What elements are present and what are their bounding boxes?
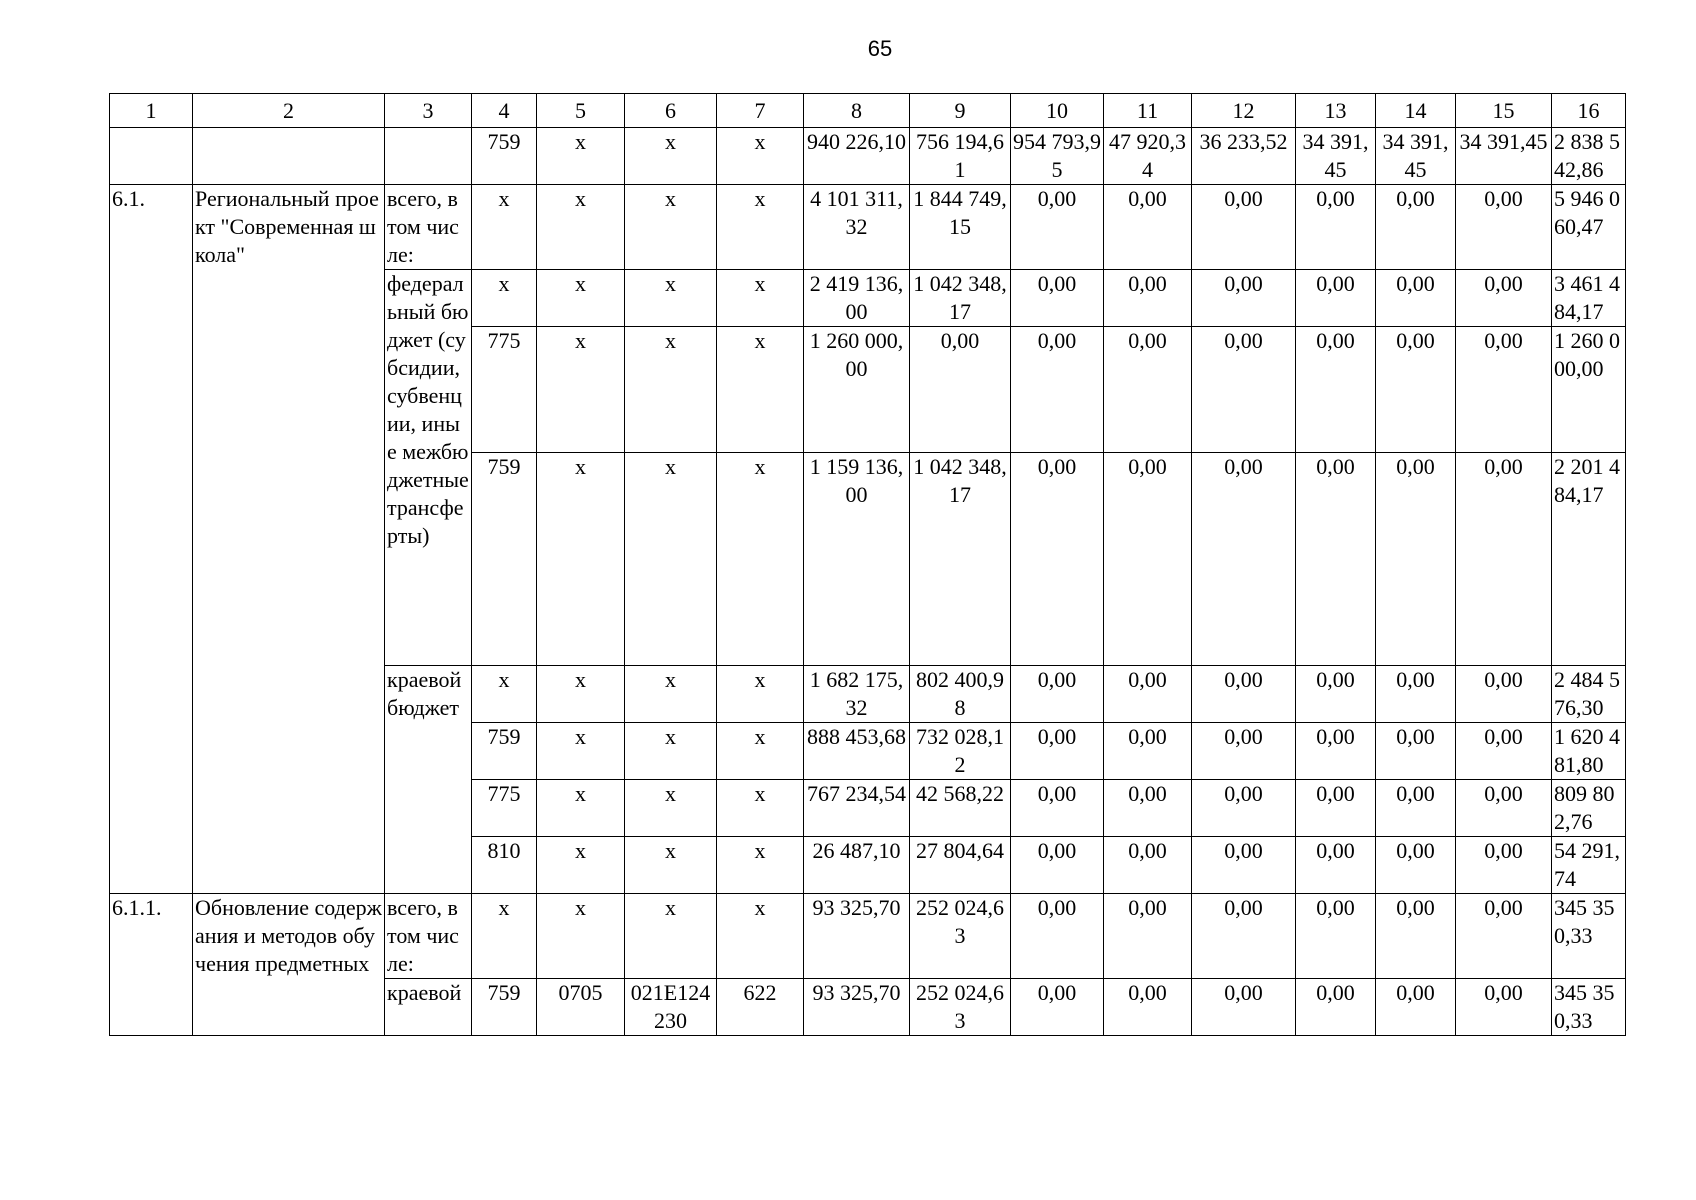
table-cell: 0,00	[1011, 780, 1104, 837]
table-cell: 0,00	[1456, 666, 1552, 723]
table-cell: 1 159 136,00	[804, 453, 910, 666]
table-cell: х	[537, 270, 625, 327]
table-cell: х	[625, 666, 717, 723]
table-cell: 34 391,45	[1456, 128, 1552, 185]
table-cell: 47 920,34	[1104, 128, 1192, 185]
budget-table	[109, 93, 1626, 1036]
table-cell	[193, 128, 385, 185]
table-cell: 0,00	[1011, 666, 1104, 723]
table-cell: х	[717, 185, 804, 270]
table-cell: х	[625, 327, 717, 453]
table-cell: 0,00	[1456, 837, 1552, 894]
table-cell: 756 194,61	[910, 128, 1011, 185]
table-cell: х	[625, 128, 717, 185]
table-cell: х	[537, 327, 625, 453]
table-cell: 0,00	[1376, 185, 1456, 270]
table-cell: х	[472, 270, 537, 327]
table-cell: 252 024,63	[910, 894, 1011, 979]
header-cell: 13	[1296, 94, 1376, 128]
table-cell: 36 233,52	[1192, 128, 1296, 185]
table-cell: 1 260 000,00	[1552, 327, 1626, 453]
table-cell: 0,00	[1296, 453, 1376, 666]
table-cell: 0,00	[1376, 270, 1456, 327]
header-cell: 14	[1376, 94, 1456, 128]
table-cell: 34 391,45	[1296, 128, 1376, 185]
funding-source-cell: краевой бюджет	[385, 666, 472, 894]
row-number-cell: 6.1.	[110, 185, 193, 894]
header-cell: 10	[1011, 94, 1104, 128]
table-cell: 0,00	[1376, 837, 1456, 894]
table-row	[110, 128, 1626, 185]
table-cell: 0,00	[1296, 780, 1376, 837]
table-cell: 1 844 749,15	[910, 185, 1011, 270]
table-cell: 0,00	[1456, 270, 1552, 327]
table-cell: 0,00	[1376, 453, 1456, 666]
header-cell: 5	[537, 94, 625, 128]
table-cell: х	[537, 780, 625, 837]
table-cell: 802 400,98	[910, 666, 1011, 723]
table-cell: 0,00	[1456, 185, 1552, 270]
table-cell: краевой	[385, 979, 472, 1036]
table-cell: 0,00	[1104, 270, 1192, 327]
table-cell: 0,00	[910, 327, 1011, 453]
table-cell: х	[717, 894, 804, 979]
table-cell: 345 350,33	[1552, 979, 1626, 1036]
table-cell: 0,00	[1104, 185, 1192, 270]
header-cell: 16	[1552, 94, 1626, 128]
table-cell: 810	[472, 837, 537, 894]
table-cell: 0,00	[1192, 979, 1296, 1036]
table-cell: 0,00	[1192, 894, 1296, 979]
table-cell: х	[717, 270, 804, 327]
header-cell: 3	[385, 94, 472, 128]
table-cell: 0,00	[1376, 666, 1456, 723]
table-cell: 0,00	[1104, 780, 1192, 837]
table-row	[110, 894, 1626, 979]
table-cell: всего, в том числе:	[385, 894, 472, 979]
table-cell: 0,00	[1011, 723, 1104, 780]
header-cell: 15	[1456, 94, 1552, 128]
table-cell: 0,00	[1011, 894, 1104, 979]
table-cell: х	[717, 780, 804, 837]
table-cell: х	[537, 723, 625, 780]
table-cell: 0,00	[1104, 723, 1192, 780]
table-cell: х	[472, 894, 537, 979]
table-row	[110, 185, 1626, 270]
table-cell: 42 568,22	[910, 780, 1011, 837]
table-cell: 2 838 542,86	[1552, 128, 1626, 185]
table-cell: 888 453,68	[804, 723, 910, 780]
table-cell: х	[472, 185, 537, 270]
table-cell: 940 226,10	[804, 128, 910, 185]
table-cell: 0,00	[1011, 327, 1104, 453]
table-cell: 0,00	[1296, 185, 1376, 270]
table-cell: 0,00	[1192, 453, 1296, 666]
table-cell: х	[537, 185, 625, 270]
table-cell: 0,00	[1192, 185, 1296, 270]
table-cell: 0,00	[1296, 270, 1376, 327]
table-cell: 809 802,76	[1552, 780, 1626, 837]
table-cell: 0,00	[1456, 780, 1552, 837]
table-cell: 252 024,63	[910, 979, 1011, 1036]
table-cell: 732 028,12	[910, 723, 1011, 780]
table-cell: 5 946 060,47	[1552, 185, 1626, 270]
table-cell: 021E124230	[625, 979, 717, 1036]
table-cell: х	[537, 666, 625, 723]
row-number-cell: 6.1.1.	[110, 894, 193, 1036]
table-cell: 0,00	[1456, 979, 1552, 1036]
table-cell: 2 484 576,30	[1552, 666, 1626, 723]
table-cell: х	[717, 453, 804, 666]
table-cell: 0,00	[1104, 837, 1192, 894]
header-cell: 11	[1104, 94, 1192, 128]
table-cell: 0,00	[1192, 723, 1296, 780]
table-cell: 0,00	[1104, 327, 1192, 453]
table-cell: 0,00	[1376, 780, 1456, 837]
table-cell: х	[625, 723, 717, 780]
table-cell: 0,00	[1011, 837, 1104, 894]
table-cell: х	[717, 723, 804, 780]
item-name-cell: Обновление содержания и методов обучения предметных	[193, 894, 385, 1036]
table-cell: х	[625, 780, 717, 837]
table-cell: х	[717, 128, 804, 185]
table-cell: 1 682 175,32	[804, 666, 910, 723]
table-cell: 0,00	[1296, 837, 1376, 894]
header-cell: 12	[1192, 94, 1296, 128]
table-cell: 759	[472, 128, 537, 185]
table-cell: 775	[472, 327, 537, 453]
header-cell: 6	[625, 94, 717, 128]
table-cell: 0,00	[1104, 453, 1192, 666]
table-cell: 0,00	[1192, 666, 1296, 723]
table-cell: 759	[472, 723, 537, 780]
header-cell: 9	[910, 94, 1011, 128]
table-cell: 0,00	[1456, 723, 1552, 780]
table-cell: 0,00	[1104, 894, 1192, 979]
table-cell: 0,00	[1192, 270, 1296, 327]
table-cell: 759	[472, 979, 537, 1036]
table-cell: х	[717, 666, 804, 723]
table-cell: 759	[472, 453, 537, 666]
table-cell: всего, в том числе:	[385, 185, 472, 270]
table-cell: 767 234,54	[804, 780, 910, 837]
table-cell	[385, 128, 472, 185]
table-cell: 0,00	[1376, 979, 1456, 1036]
table-cell: 54 291,74	[1552, 837, 1626, 894]
table-cell: 1 042 348,17	[910, 453, 1011, 666]
table-cell: 0,00	[1296, 979, 1376, 1036]
table-cell: 0,00	[1456, 894, 1552, 979]
table-cell: х	[625, 837, 717, 894]
table-cell: 775	[472, 780, 537, 837]
header-cell: 8	[804, 94, 910, 128]
table-cell: 0,00	[1011, 270, 1104, 327]
table-cell: 1 260 000,00	[804, 327, 910, 453]
table-cell: х	[537, 128, 625, 185]
table-cell: х	[625, 185, 717, 270]
table-cell: 0,00	[1192, 780, 1296, 837]
table-cell: 27 804,64	[910, 837, 1011, 894]
table-cell: 34 391,45	[1376, 128, 1456, 185]
table-cell: 93 325,70	[804, 894, 910, 979]
table-cell: 0705	[537, 979, 625, 1036]
table-cell: 93 325,70	[804, 979, 910, 1036]
table-cell: 1 042 348,17	[910, 270, 1011, 327]
table-cell: 0,00	[1296, 723, 1376, 780]
table-cell: 0,00	[1296, 894, 1376, 979]
table-cell	[110, 128, 193, 185]
header-cell: 7	[717, 94, 804, 128]
table-cell: х	[472, 666, 537, 723]
header-row	[110, 94, 1626, 128]
table-cell: х	[537, 453, 625, 666]
table-cell: 0,00	[1011, 979, 1104, 1036]
table-cell: х	[625, 894, 717, 979]
table-cell: х	[717, 327, 804, 453]
table-cell: 0,00	[1192, 327, 1296, 453]
table-cell: 0,00	[1104, 979, 1192, 1036]
page-number: 65	[867, 36, 893, 61]
table-cell: х	[717, 837, 804, 894]
table-cell: 0,00	[1296, 666, 1376, 723]
table-cell: 0,00	[1011, 185, 1104, 270]
header-cell: 2	[193, 94, 385, 128]
table-cell: 2 419 136,00	[804, 270, 910, 327]
table-cell: х	[537, 894, 625, 979]
table-cell: 0,00	[1011, 453, 1104, 666]
table-cell: 0,00	[1376, 327, 1456, 453]
funding-source-cell: федеральный бюджет (субсидии, субвенции, иные межбюджетные трансферты)	[385, 270, 472, 666]
table-cell: 954 793,95	[1011, 128, 1104, 185]
table-cell: 622	[717, 979, 804, 1036]
table-cell: х	[625, 453, 717, 666]
table-cell: 0,00	[1376, 894, 1456, 979]
table-cell: х	[625, 270, 717, 327]
table-cell: 4 101 311,32	[804, 185, 910, 270]
table-cell: 26 487,10	[804, 837, 910, 894]
table-cell: 0,00	[1104, 666, 1192, 723]
table-cell: 0,00	[1376, 723, 1456, 780]
header-cell: 1	[110, 94, 193, 128]
table-cell: 1 620 481,80	[1552, 723, 1626, 780]
table-cell: 0,00	[1192, 837, 1296, 894]
table-cell: 0,00	[1456, 327, 1552, 453]
table-cell: 3 461 484,17	[1552, 270, 1626, 327]
table-cell: 345 350,33	[1552, 894, 1626, 979]
table-cell: 0,00	[1456, 453, 1552, 666]
item-name-cell: Региональный проект "Современная школа"	[193, 185, 385, 894]
table-cell: х	[537, 837, 625, 894]
table-cell: 0,00	[1296, 327, 1376, 453]
header-cell: 4	[472, 94, 537, 128]
table-cell: 2 201 484,17	[1552, 453, 1626, 666]
